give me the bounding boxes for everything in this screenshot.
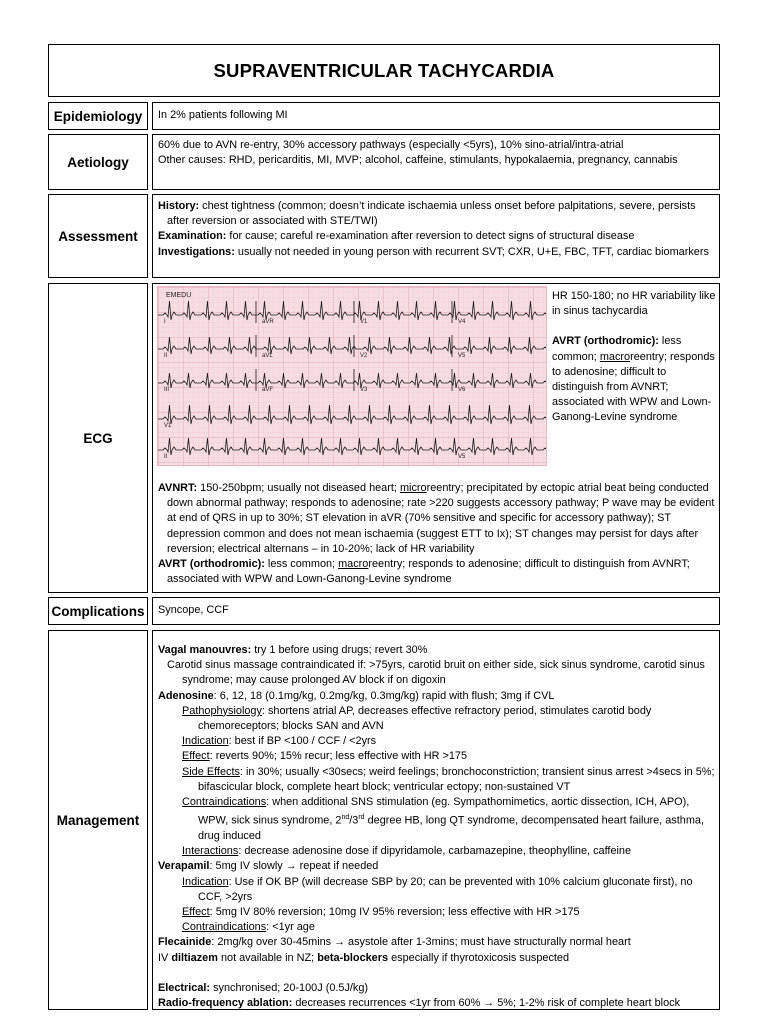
mgmt-adenosine-effect: Effect: reverts 90%; 15% recur; less effective with HR >175: [182, 750, 468, 763]
mgmt-carotid: Carotid sinus massage contraindicated if: >75yrs, carotid bruit on either side, sick sinus syndrome, carotid sinus syndrome; may cause prolonged AV block if on digoxin: [167, 659, 705, 687]
mgmt-verapamil-indication: Indication: Use if OK BP (will decrease SBP by 20; can be prevented with 10% calcium gluconate first), no CCF, >2yrs: [182, 875, 693, 903]
ecg-notes: [158, 481, 716, 587]
aetiology-line-1: 60% due to AVN re-entry, 30% accessory pathways (especially <5yrs), 10% sino-atrial/intra-atrial: [158, 139, 624, 151]
assessment-examination: Examination: for cause; careful re-examination after reversion to detect signs of structural disease: [158, 230, 635, 243]
row-content-management: [152, 630, 720, 1010]
mgmt-electrical: Electrical: synchronised; 20-100J (0.5J/kg): [158, 981, 369, 994]
mgmt-rfa: Radio-frequency ablation: decreases recurrences <1yr from 60% → 5%; 1-2% risk of complete heart block: [158, 997, 681, 1010]
row-content-ecg: [152, 283, 720, 593]
row-label-epidemiology: Epidemiology: [48, 102, 148, 130]
row-label-ecg: ECG: [48, 283, 148, 593]
ecg-lead-label: aVR: [262, 319, 274, 325]
mgmt-adenosine-patho: Pathophysiology: shortens atrial AP, decreases effective refractory period, stimulates carotid body chemoreceptors; blocks SAN and AVN: [182, 704, 652, 733]
ecg-lead-label: V1: [360, 319, 368, 325]
row-content-complications: [152, 597, 720, 625]
mgmt-vagal: Vagal manouvres: try 1 before using drugs; revert 30%: [158, 644, 428, 656]
mgmt-diltiazem: IV diltiazem not available in NZ; beta-blockers especially if thyrotoxicosis suspected: [158, 951, 570, 964]
ecg-trace: [158, 287, 547, 466]
ecg-lead-label: V5: [458, 353, 466, 359]
ecg-avrt-note: AVRT (orthodromic): less common; macroreentry; responds to adenosine; difficult to distinguish from AVNRT; associated with WPW and Lown-Ganong-Levine syndrome: [552, 335, 715, 424]
mgmt-adenosine-side-effects: Side Effects: in 30%; usually <30secs; weird feelings; bronchoconstriction; transient sinus arrest >4secs in 5%; bifascicular block, complete heart block; ventricular ectopy; non-sustained VT: [182, 765, 715, 793]
ecg-lead-label: V5: [458, 454, 466, 460]
mgmt-verapamil: Verapamil: 5mg IV slowly → repeat if needed: [158, 860, 379, 873]
ecg-lead-label: V3: [360, 387, 368, 393]
mgmt-verapamil-contraindications: Contraindications: <1yr age: [182, 921, 315, 934]
row-label-assessment: Assessment: [48, 194, 148, 278]
assessment-investigations: Investigations: usually not needed in young person with recurrent SVT; CXR, U+E, FBC, TFT, cardiac biomarkers: [158, 245, 709, 258]
row-content-assessment: [152, 194, 720, 278]
mgmt-adenosine-contraindications: Contraindications: when additional SNS stimulation (eg. Sympathomimetics, aortic dissection, ICH, APO), WPW, sick sinus syndrome, 2nd/3rd degree HB, long QT syndrome, decompensated heart failure, asthma, drug induced: [182, 796, 704, 843]
mgmt-adenosine-indication: Indication: best if BP <100 / CCF / <2yrs: [182, 735, 377, 748]
row-content-epidemiology: [152, 102, 720, 130]
row-label-aetiology: Aetiology: [48, 134, 148, 190]
ecg-lead-label: aVL: [262, 353, 273, 359]
mgmt-flecainide: Flecainide: 2mg/kg over 30-45mins → asystole after 1-3mins; must have structurally normal heart: [158, 936, 631, 949]
ecg-lead-label: I: [164, 319, 166, 325]
complications-text: Syncope, CCF: [158, 604, 229, 616]
page-title: SUPRAVENTRICULAR TACHYCARDIA: [48, 44, 720, 97]
ecg-watermark: EMEDU: [166, 292, 192, 299]
mgmt-verapamil-effect: Effect: 5mg IV 80% reversion; 10mg IV 95% reversion; less effective with HR >175: [182, 906, 580, 919]
ecg-lead-label: V6: [458, 387, 466, 393]
ecg-avrt-orthodromic-note: AVRT (orthodromic): less common; macroreentry; responds to adenosine; difficult to distinguish from AVNRT; associated with WPW and Lown-Ganong-Levine syndrome: [158, 558, 690, 586]
assessment-history: History: chest tightness (common; doesn’t indicate ischaemia unless onset before palpitations, severe, persists after reversion or associated with STE/TWI): [158, 200, 696, 228]
row-content-aetiology: [152, 134, 720, 190]
row-label-complications: Complications: [48, 597, 148, 625]
ecg-strip-image: [157, 286, 547, 466]
ecg-lead-label: II: [164, 353, 168, 359]
ecg-lead-label: V4: [458, 319, 466, 325]
row-label-management: Management: [48, 630, 148, 1010]
ecg-avnrt-note: AVNRT: 150-250bpm; usually not diseased heart; microreentry; precipitated by ectopic atrial beat being conducted down abnormal pathway; responds to adenosine; rate >220 suggests accessory pathway; P wave may be evident at end of QRS in up to 30%; ST elevation in aVR (70% sensitive and specific for accessory pathway); ST depression common and does not mean ischaemia (suggest ETT to Ix); ST changes may persist for days after reversion; electrical alternans – in 10-20%; lack of HR variability: [158, 482, 715, 555]
ecg-hr-note: HR 150-180; no HR variability like in sinus tachycardia: [552, 290, 716, 318]
ecg-lead-label: V1: [164, 423, 172, 429]
ecg-side-notes: [552, 289, 718, 426]
ecg-lead-label: V2: [360, 353, 368, 359]
epidemiology-text: In 2% patients following MI: [158, 109, 288, 121]
aetiology-line-2: Other causes: RHD, pericarditis, MI, MVP; alcohol, caffeine, stimulants, hypokalaemia, pregnancy, cannabis: [158, 154, 678, 167]
mgmt-adenosine-interactions: Interactions: decrease adenosine dose if dipyridamole, carbamazepine, theophylline, caffeine: [182, 845, 632, 858]
mgmt-adenosine: Adenosine: 6, 12, 18 (0.1mg/kg, 0.2mg/kg, 0.3mg/kg) rapid with flush; 3mg if CVL: [158, 689, 555, 702]
ecg-lead-label: III: [164, 387, 170, 393]
ecg-lead-label: aVF: [262, 387, 274, 393]
ecg-lead-label: II: [164, 454, 168, 460]
